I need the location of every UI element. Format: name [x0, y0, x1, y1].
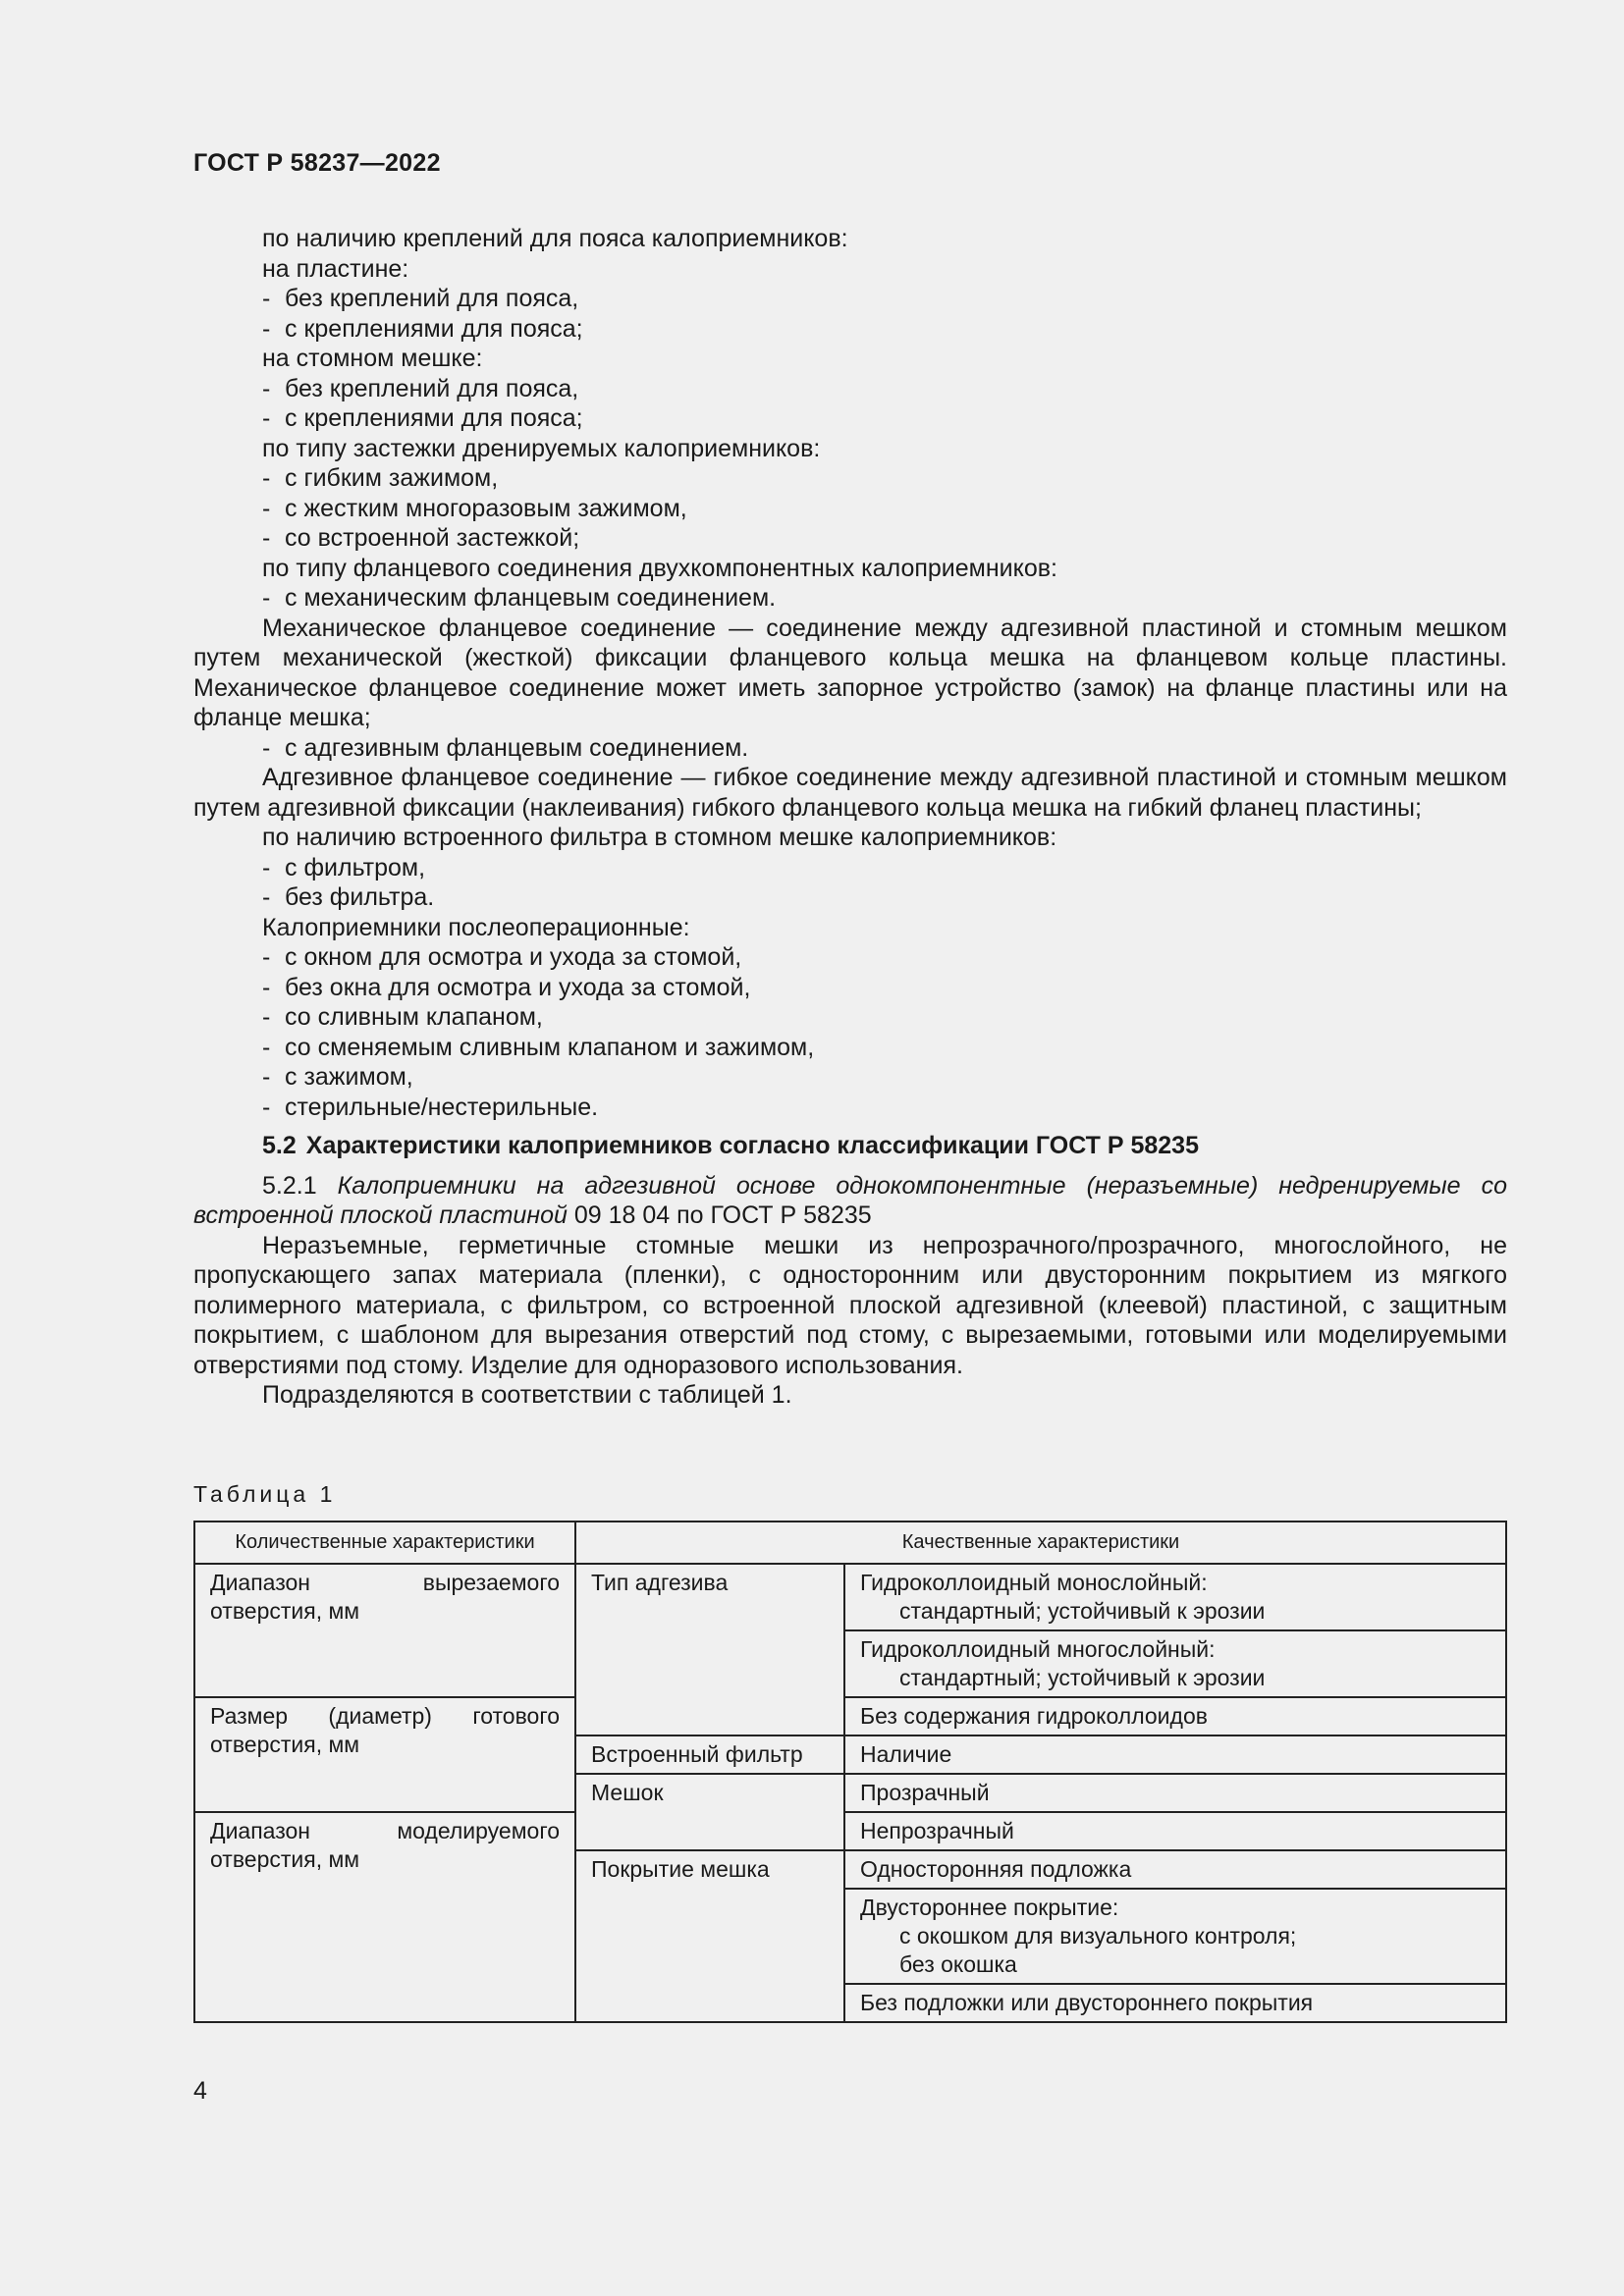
text-line: Калоприемники послеоперационные:: [262, 913, 690, 941]
list-item: [193, 853, 1507, 883]
document-header: ГОСТ Р 58237—2022: [193, 149, 441, 177]
list-item-text: с жестким многоразовым зажимом,: [285, 494, 687, 522]
quant-cell: Диапазон вырезаемого отверстия, мм: [194, 1564, 575, 1697]
qual-value-cell: Односторонняя подложка: [844, 1850, 1506, 1889]
list-item-text: без креплений для пояса,: [285, 285, 579, 312]
list-item: [193, 882, 1507, 913]
paragraph: Адгезивное фланцевое соединение — гибкое соединение между адгезивной пластиной и стомным мешком путем адгезивной фиксации (наклеивания) гибкого фланцевого кольца мешка на гибкий фланец пластины;: [193, 764, 1507, 822]
text-line: на пластине:: [262, 254, 409, 283]
table-caption: Таблица 1: [193, 1481, 337, 1507]
list-item: [193, 942, 1507, 973]
list-item: [193, 973, 1507, 1003]
dash-marker: -: [262, 1063, 271, 1091]
table-row: [194, 1812, 1506, 1850]
paragraph: Механическое фланцевое соединение — соединение между адгезивной пластиной и стомным мешком путем механической (жесткой) фиксации фланцевого кольца мешка на фланцевом кольце пластины. Механическое фланцевое соединение может иметь запорное устройство (замок) на фланце пластины или на фланце мешка;: [193, 614, 1507, 731]
list-item: [193, 494, 1507, 524]
dash-marker: -: [262, 883, 271, 911]
list-item-text: со встроенной застежкой;: [285, 524, 580, 552]
header-qualitative: Качественные характеристики: [575, 1522, 1506, 1564]
value-subtext: стандартный; устойчивый к эрозии: [899, 1598, 1266, 1624]
list-item-text: с креплениями для пояса;: [285, 404, 583, 432]
list-item-text: с окном для осмотра и ухода за стомой,: [285, 943, 742, 971]
paragraph: Подразделяются в соответствии с таблицей 1.: [262, 1381, 792, 1409]
list-item-text: со сливным клапаном,: [285, 1003, 543, 1031]
list-item: [193, 1002, 1507, 1033]
subsection-ref: 09 18 04 по ГОСТ Р 58235: [567, 1201, 872, 1229]
list-item: [193, 583, 1507, 614]
dash-marker: -: [262, 973, 271, 1001]
dash-marker: -: [262, 584, 271, 612]
list-item: [193, 403, 1507, 434]
dash-marker: -: [262, 1093, 271, 1121]
qual-key-cell: Покрытие мешка: [575, 1850, 844, 2022]
quant-cell: Диапазон моделируемого отверстия, мм: [194, 1812, 575, 2022]
section-title: Характеристики калоприемников согласно классификации ГОСТ Р 58235: [305, 1132, 1199, 1159]
qual-key-cell: Мешок: [575, 1774, 844, 1850]
text-line: по типу фланцевого соединения двухкомпонентных калоприемников:: [262, 554, 1057, 582]
list-item-text: с фильтром,: [285, 853, 426, 881]
list-item: [193, 284, 1507, 314]
section-heading: [193, 1131, 1507, 1161]
list-item: [193, 1062, 1507, 1093]
table-header-row: [194, 1522, 1506, 1564]
paragraph: Неразъемные, герметичные стомные мешки из непрозрачного/прозрачного, многослойного, не пропускающего запах материала (пленки), с односторонним или двусторонним покрытием из мягкого полимерного материала, с фильтром, со встроенной плоской адгезивной (клеевой) пластиной, с защитным покрытием, с шаблоном для вырезания отверстий под стому, с вырезаемыми, готовыми или моделируемыми отверстиями под стому. Изделие для одноразового использования.: [193, 1231, 1507, 1379]
dash-marker: -: [262, 524, 271, 552]
table-row: [194, 1697, 1506, 1735]
dash-marker: -: [262, 494, 271, 522]
dash-marker: -: [262, 1033, 271, 1061]
list-item-text: с механическим фланцевым соединением.: [285, 584, 777, 612]
value-text: Гидроколлоидный монослойный:: [860, 1570, 1208, 1595]
qual-value-cell: Без содержания гидроколлоидов: [844, 1697, 1506, 1735]
qual-value-cell: Наличие: [844, 1735, 1506, 1774]
qual-value-cell: Непрозрачный: [844, 1812, 1506, 1850]
list-item: [193, 1093, 1507, 1123]
list-item-text: без креплений для пояса,: [285, 374, 579, 402]
dash-marker: -: [262, 285, 271, 312]
text-line: по наличию встроенного фильтра в стомном мешке калоприемников:: [262, 824, 1057, 851]
qual-key-cell: Тип адгезива: [575, 1564, 844, 1735]
list-item-text: с зажимом,: [285, 1063, 413, 1091]
subsection-title: Калоприемники на адгезивной основе однокомпонентные (неразъемные) недренируемые со встроенной плоской пластиной: [193, 1171, 1507, 1229]
qual-value-cell: [844, 1630, 1506, 1697]
qual-value-cell: Без подложки или двустороннего покрытия: [844, 1984, 1506, 2022]
page-number: 4: [193, 2077, 207, 2105]
dash-marker: -: [262, 374, 271, 402]
body-text: [193, 224, 1507, 1411]
list-item-text: с креплениями для пояса;: [285, 314, 583, 343]
dash-marker: -: [262, 404, 271, 432]
dash-marker: -: [262, 733, 271, 762]
section-number: 5.2: [262, 1132, 297, 1159]
header-quantitative: Количественные характеристики: [194, 1522, 575, 1564]
dash-marker: -: [262, 464, 271, 492]
list-item: [193, 733, 1507, 764]
table-row: [194, 1564, 1506, 1630]
list-item-text: стерильные/нестерильные.: [285, 1093, 599, 1121]
subsection-paragraph: [193, 1171, 1507, 1231]
value-subtext: стандартный; устойчивый к эрозии: [899, 1665, 1266, 1690]
list-item: [193, 374, 1507, 404]
dash-marker: -: [262, 853, 271, 881]
list-item-text: без фильтра.: [285, 883, 435, 911]
qual-value-cell: [844, 1564, 1506, 1630]
list-item: [193, 314, 1507, 345]
value-text: Гидроколлоидный многослойный:: [860, 1636, 1216, 1662]
dash-marker: -: [262, 1003, 271, 1031]
dash-marker: -: [262, 943, 271, 971]
qual-value-cell: Прозрачный: [844, 1774, 1506, 1812]
list-item: [193, 523, 1507, 554]
list-item-text: со сменяемым сливным клапаном и зажимом,: [285, 1033, 815, 1061]
text-line: по типу застежки дренируемых калоприемников:: [262, 434, 821, 462]
text-line: по наличию креплений для пояса калоприемников:: [262, 225, 848, 252]
qual-value-cell: [844, 1889, 1506, 1984]
characteristics-table: [193, 1521, 1507, 2023]
list-item-text: с адгезивным фланцевым соединением.: [285, 733, 749, 762]
dash-marker: -: [262, 314, 271, 343]
quant-cell: Размер (диаметр) готового отверстия, мм: [194, 1697, 575, 1812]
value-subtext: без окошка: [899, 1951, 1017, 1977]
subsection-number: 5.2.1: [262, 1171, 317, 1200]
list-item: [193, 463, 1507, 494]
list-item-text: без окна для осмотра и ухода за стомой,: [285, 973, 751, 1001]
text-line: на стомном мешке:: [262, 345, 483, 372]
list-item-text: с гибким зажимом,: [285, 464, 499, 492]
list-item: [193, 1033, 1507, 1063]
value-text: Двустороннее покрытие:: [860, 1895, 1119, 1920]
value-subtext: с окошком для визуального контроля;: [899, 1923, 1297, 1949]
qual-key-cell: Встроенный фильтр: [575, 1735, 844, 1774]
